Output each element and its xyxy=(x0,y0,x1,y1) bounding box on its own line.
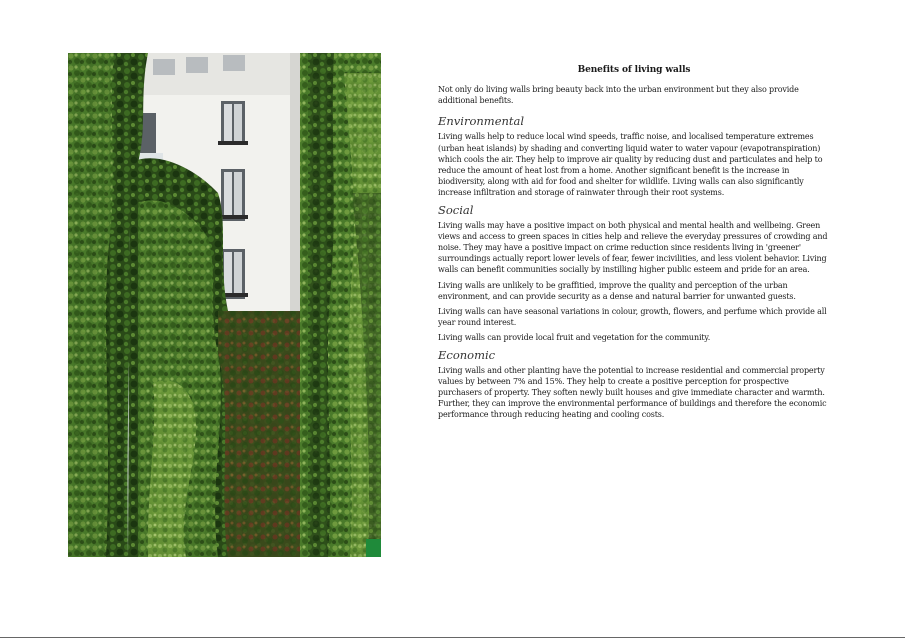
section-paragraph: Living walls help to reduce local wind speeds, traffic noise, and localised temperature extremes (urban heat islands) by shading and converting liquid water to water vapour (evapotranspiration) which cools the air. They help to improve air quality by reducing dust and particulates and help to reduce the amount of heat lost from a home. Another significant benefit is the increase in biodiversity, along with aid for food and shelter for wildlife. Living walls can also significantly increase infiltration and storage of rainwater through their root systems. xyxy=(438,132,823,198)
section-heading: Social xyxy=(438,202,474,217)
section-environmental xyxy=(438,114,830,198)
section-paragraph: Living walls can have seasonal variations in colour, growth, flowers, and perfume which provide all year round interest. xyxy=(438,307,827,328)
section-paragraph: Living walls can provide local fruit and vegetation for the community. xyxy=(438,333,711,343)
section-heading: Environmental xyxy=(438,114,525,129)
page-title: Benefits of living walls xyxy=(577,65,691,75)
article xyxy=(438,65,830,425)
page-divider xyxy=(0,637,905,638)
section-paragraph: Living walls and other planting have the potential to increase residential and commercial property values by between 7% and 15%. They help to create a positive perception for prospective purchasers of property. They soften newly built houses and give immediate character and warmth. Further, they can improve the environmental performance of buildings and therefore the economic performance through reducing heating and cooling costs. xyxy=(438,365,827,420)
living-wall-illustration xyxy=(68,53,381,557)
section-economic xyxy=(438,348,830,421)
section-paragraph: Living walls are unlikely to be graffitied, improve the quality and perception of the urban environment, and can provide security as a dense and natural barrier for unwanted guests. xyxy=(438,280,796,301)
intro-paragraph: Not only do living walls bring beauty back into the urban environment but they also provide additional benefits. xyxy=(438,85,799,106)
section-social xyxy=(438,203,830,344)
section-heading: Economic xyxy=(438,347,496,362)
living-wall-photo xyxy=(68,53,381,557)
section-paragraph: Living walls may have a positive impact on both physical and mental health and wellbeing. Green views and access to green spaces in cities help and relieve the everyday pressures of crowding and noise. They may have a positive impact on crime reduction since residents living in 'greener' surroundings actually report lower levels of fear, fewer incivilities, and less violent behavior. Living walls can benefit communities socially by instilling higher public esteem and pride for an area. xyxy=(438,220,828,275)
